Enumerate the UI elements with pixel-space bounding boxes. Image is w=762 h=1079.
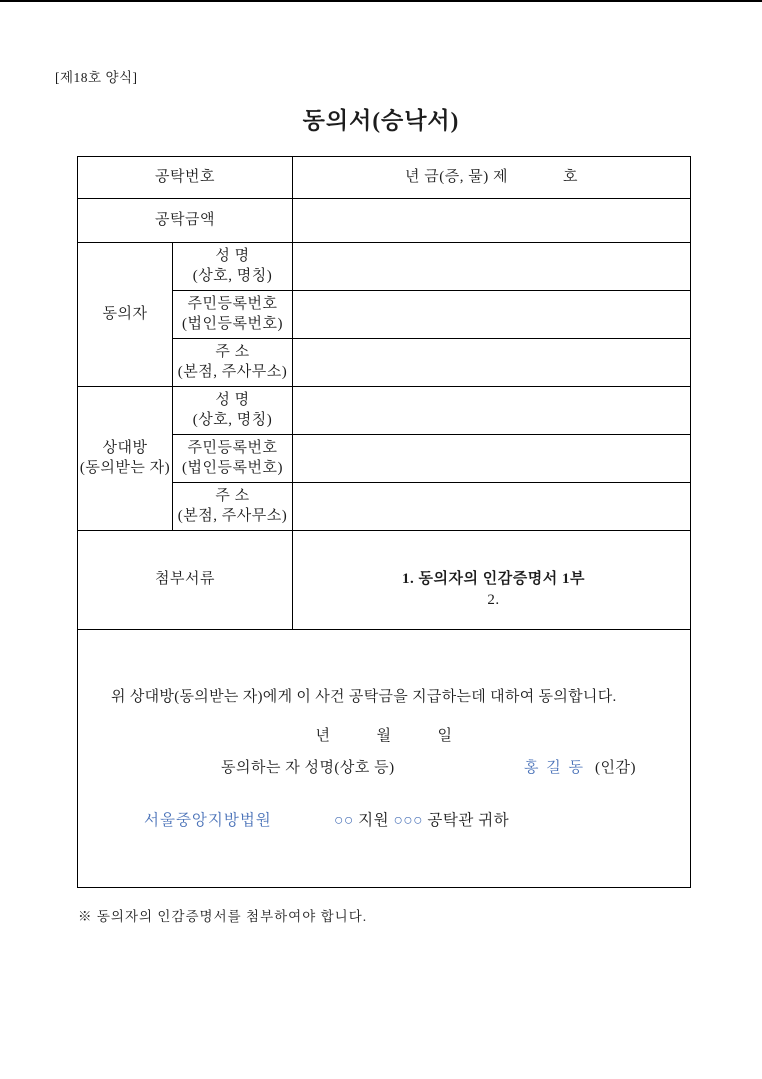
- consenter-name-label-line1: 성 명: [215, 248, 250, 264]
- consenter-name-label-line2: (상호, 명칭): [192, 267, 273, 284]
- attachment-item-2: 2.: [487, 592, 500, 608]
- footnote: ※ 동의자의 인감증명서를 첨부하여야 합니다.: [78, 909, 368, 924]
- top-edge-rule: [0, 0, 762, 2]
- counterparty-regno-label-line2: (법인등록번호): [182, 459, 283, 476]
- consenter-address-label: [173, 339, 293, 387]
- declaration-cell: [78, 630, 691, 888]
- consenter-group-label: 동의자: [78, 243, 173, 387]
- deposit-number-value-prefix: 년 금(증, 물) 제: [405, 168, 508, 185]
- branch-label: 지원: [358, 812, 390, 829]
- consenter-regno-value-cell[interactable]: [293, 291, 691, 339]
- date-day-label: 일: [437, 728, 453, 744]
- date-month-label: 월: [376, 728, 392, 744]
- declaration-statement: 위 상대방(동의받는 자)에게 이 사건 공탁금을 지급하는데 대하여 동의합니다.: [111, 689, 617, 705]
- consenter-regno-label-line1: 주민등록번호: [187, 296, 278, 312]
- counterparty-label-line2: (동의받는 자): [79, 459, 171, 476]
- counterparty-address-value-cell[interactable]: [293, 483, 691, 531]
- consenter-regno-label-line2: (법인등록번호): [182, 315, 283, 332]
- consenter-name-value-cell[interactable]: [293, 243, 691, 291]
- deposit-number-value-suffix: 호: [562, 168, 578, 185]
- table-row: [78, 387, 691, 435]
- counterparty-address-label: [173, 483, 293, 531]
- counterparty-address-label-line1: 주 소: [215, 488, 250, 504]
- counterparty-name-label: [173, 387, 293, 435]
- counterparty-label-line1: 상대방: [102, 440, 148, 456]
- court-address-rest: [334, 811, 509, 831]
- counterparty-name-value-cell[interactable]: [293, 387, 691, 435]
- officer-label: 공탁관 귀하: [427, 812, 510, 829]
- deposit-amount-value-cell[interactable]: [293, 199, 691, 243]
- consenter-address-label-line2: (본점, 주사무소): [177, 363, 288, 380]
- signer-name[interactable]: 홍 길 동: [524, 760, 585, 776]
- table-row: [78, 199, 691, 243]
- deposit-amount-label: 공탁금액: [78, 199, 293, 243]
- signer-label: 동의하는 자 성명(상호 등): [221, 760, 395, 776]
- page-title: 동의서(승낙서): [302, 108, 460, 133]
- officer-placeholder[interactable]: ○○○: [393, 812, 424, 829]
- court-line: [78, 811, 690, 833]
- consenter-name-label: [173, 243, 293, 291]
- signature-line: [78, 759, 690, 781]
- consenter-address-value-cell[interactable]: [293, 339, 691, 387]
- counterparty-address-label-line2: (본점, 주사무소): [177, 507, 288, 524]
- table-row: [78, 243, 691, 291]
- counterparty-regno-label: [173, 435, 293, 483]
- form-number-label: [제18호 양식]: [55, 70, 138, 85]
- counterparty-name-label-line2: (상호, 명칭): [192, 411, 273, 428]
- counterparty-name-label-line1: 성 명: [215, 392, 250, 408]
- branch-placeholder[interactable]: ○○: [334, 812, 354, 829]
- counterparty-regno-label-line1: 주민등록번호: [187, 440, 278, 456]
- consenter-address-label-line1: 주 소: [215, 344, 250, 360]
- consent-form-table: [77, 156, 691, 888]
- table-row: [78, 531, 691, 630]
- attachments-label: 첨부서류: [78, 531, 293, 630]
- counterparty-regno-value-cell[interactable]: [293, 435, 691, 483]
- court-name: 서울중앙지방법원: [144, 812, 272, 829]
- consenter-regno-label: [173, 291, 293, 339]
- deposit-number-value-cell[interactable]: [293, 157, 691, 199]
- table-row: [78, 630, 691, 888]
- date-line: [78, 727, 690, 747]
- attachment-item-1: 1. 동의자의 인감증명서 1부: [402, 570, 585, 587]
- seal-label: (인감): [595, 760, 636, 776]
- attachments-value-cell[interactable]: [293, 531, 691, 630]
- date-year-label: 년: [315, 728, 331, 744]
- deposit-number-label: 공탁번호: [78, 157, 293, 199]
- table-row: [78, 157, 691, 199]
- counterparty-group-label: [78, 387, 173, 531]
